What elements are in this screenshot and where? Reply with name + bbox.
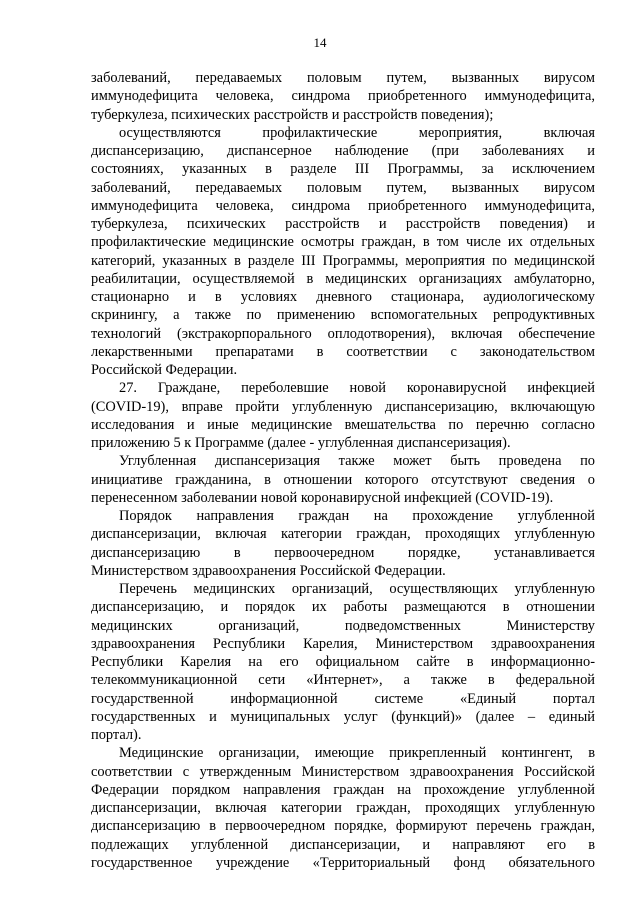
text-line: иммунодефицита человека, синдрома приобретенного иммунодефицита, [91,88,595,105]
text-line: диспансеризации, включая категории граждан, проходящих углубленную [91,800,595,816]
text-line: (COVID-19), вправе пройти углубленную диспансеризацию, включающую [91,398,595,415]
text-line: Перечень медицинских организаций, осуществляющих углубленную [119,581,595,597]
text-line: диспансеризацию в первоочередном порядке, формируют перечень граждан, [91,818,595,835]
text-line: 27. Граждане, переболевшие новой коронавирусной инфекцией [119,380,595,397]
text-line: соответствии с утвержденным Министерством здравоохранения Российской [91,763,595,780]
text-line: здравоохранения Республики Карелия, Министерством здравоохранения [91,635,595,652]
text-line: туберкулеза, психических расстройств и расстройств поведения) и [91,216,595,232]
text-line: медицинских организаций, подведомственных Министерству [91,617,595,634]
text-line: Порядок направления граждан на прохождение углубленной [119,508,595,524]
text-line: Федерации порядком направления граждан на прохождение углубленной [91,781,595,798]
text-line: телекоммуникационной сети «Интернет», а также в федеральной [91,672,595,689]
text-line: инициативе гражданина, в отношении которого отсутствуют сведения о [91,471,595,488]
text-line: иммунодефицита человека, синдрома приобретенного иммунодефицита, [91,197,595,214]
text-line: Министерством здравоохранения Российской Федерации. [91,562,446,579]
text-line: технологий (экстракорпорального оплодотворения), включая обеспечение [91,325,595,342]
text-line: диспансеризацию, и порядок их работы размещаются в отношении [91,599,595,616]
text-line: государственной информационной системе «Единый портал [91,690,595,707]
text-line: состояниях, указанных в разделе III Программы, за исключением [91,161,595,178]
text-line: осуществляются профилактические мероприятия, включая [119,124,595,141]
text-line: Углубленная диспансеризация также может быть проведена по [119,453,595,470]
text-line: категорий, указанных в разделе III Программы, мероприятия по медицинской [91,252,595,269]
text-line: государственное учреждение «Территориальный фонд обязательного [91,854,595,871]
text-line: портал). [91,727,142,743]
text-line: диспансеризацию в первоочередном порядке, устанавливается [91,544,595,561]
text-line: приложению 5 к Программе (далее - углубленная диспансеризация). [91,435,511,451]
text-line: лекарственными препаратами в соответствии с законодательством [91,343,595,360]
text-line: реабилитации, осуществляемой в медицинских организациях амбулаторно, [91,270,595,287]
text-line: подлежащих углубленной диспансеризации, и направляют его в [91,836,595,853]
text-line: заболеваний, передаваемых половым путем, вызванных вирусом [91,179,595,196]
page-number: 14 [313,35,327,50]
text-line: заболеваний, передаваемых половым путем, вызванных вирусом [91,70,595,86]
text-line: Республики Карелия на его официальном сайте в информационно- [91,654,595,670]
text-line: перенесенном заболевании новой коронавирусной инфекцией (COVID-19). [91,489,554,506]
text-line: скринингу, а также по применению вспомогательных репродуктивных [91,307,595,324]
text-line: туберкулеза, психических расстройств и расстройств поведения); [91,106,494,123]
text-line: государственных и муниципальных услуг (функций)» (далее – единый [91,708,595,725]
text-line: диспансеризации, включая категории граждан, проходящих углубленную [91,526,595,543]
text-line: профилактические медицинские осмотры граждан, в том числе их отдельных [91,234,595,251]
text-line: стационарно и в условиях дневного стационара, аудиологическому [91,289,595,305]
text-line: Российской Федерации. [91,362,238,378]
text-line: диспансеризацию, диспансерное наблюдение (при заболеваниях и [91,143,595,159]
text-line: исследования и иные медицинские вмешательства по перечню согласно [91,416,595,433]
text-line: Медицинские организации, имеющие прикрепленный контингент, в [119,745,595,762]
